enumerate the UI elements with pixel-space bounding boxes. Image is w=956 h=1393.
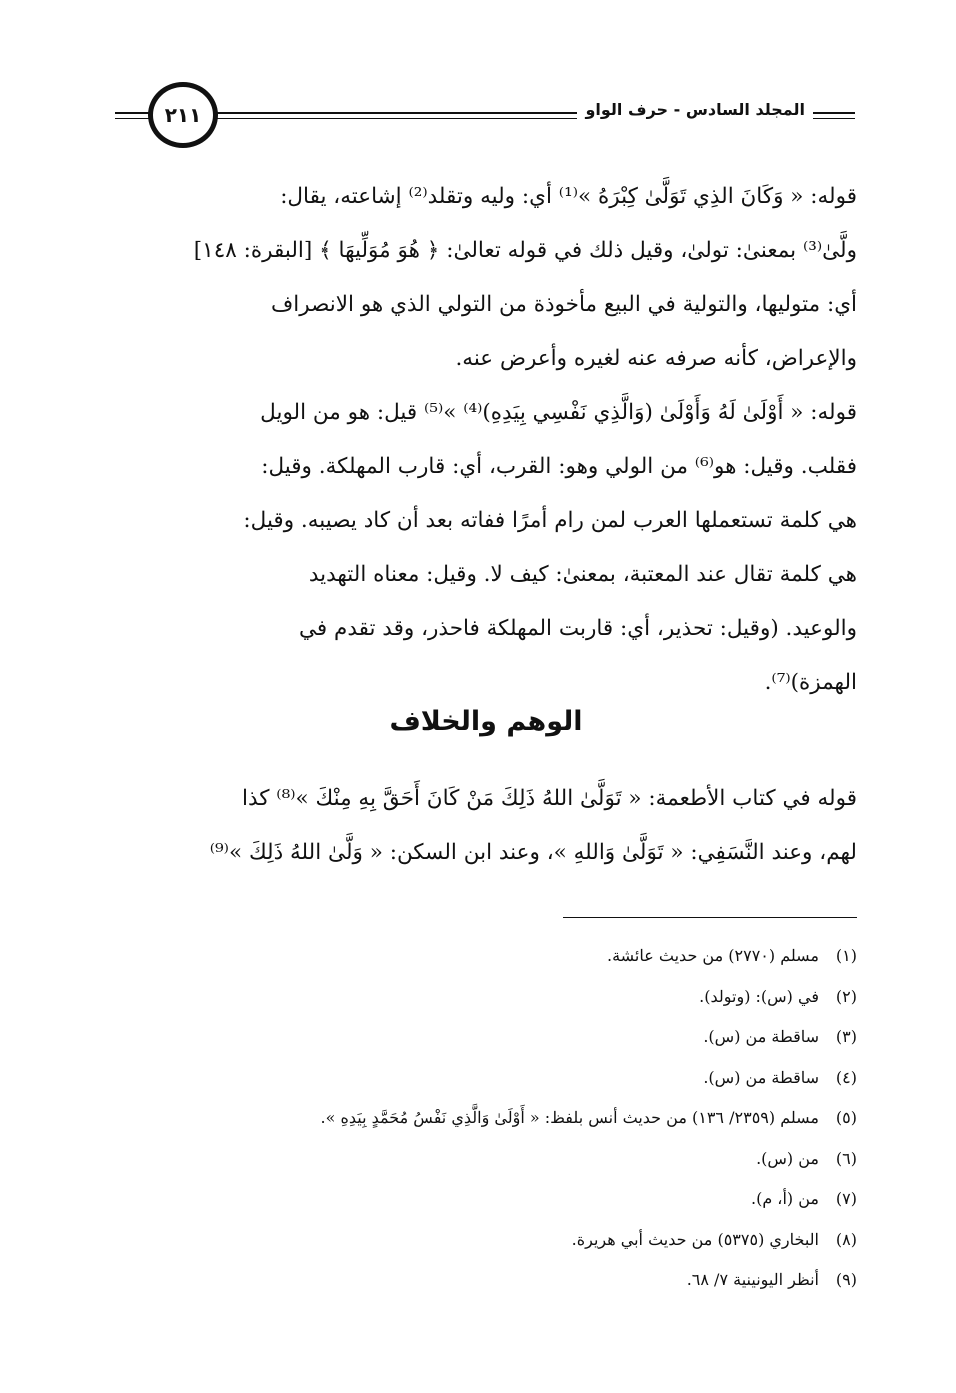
text-line: قوله: « وَكَانَ الذِي تَوَلَّىٰ كِبْرَهُ »⁽¹⁾ أي: وليه وتقلد⁽²⁾ إشاعته، يقال: [280, 184, 857, 209]
footnote-text: مسلم (٢٧٧٠) من حديث عائشة. [606, 946, 819, 965]
text-line: لهم، وعند النَّسَفِي: « تَوَلَّىٰ وَاللهِ »، وعند ابن السكن: « وَلَّىٰ اللهُ ذَلِكَ »⁽⁹⁾ [209, 840, 857, 865]
footnote-number: (٩) [835, 1270, 857, 1289]
text-line: هي كلمة تستعملها العرب لمن رام أمرًا ففاته بعد أن كاد يصيبه. وقيل: [243, 508, 857, 533]
footnote-item [115, 1220, 857, 1261]
page-number: ٢١١ [148, 82, 218, 148]
footnote-text: مسلم (٢٣٥٩/ ١٣٦) من حديث أنس بلفظ: « أَوْلَىٰ وَالَّذِي نَفْسُ مُحَمَّدٍ بِيَدِهِ ». [320, 1108, 819, 1127]
footnote-item [115, 1260, 857, 1301]
footnote-number: (٦) [835, 1148, 857, 1168]
footnote-item [115, 1098, 857, 1139]
footnote-item [115, 936, 857, 977]
footnote-separator [563, 917, 857, 918]
footnote-item [115, 1179, 857, 1220]
text-line: قوله: « أَوْلَىٰ لَهُ وَأَوْلَىٰ (وَالَّذِي نَفْسِي بِيَدِهِ)⁽⁴⁾ »⁽⁵⁾ قيل: هو من الويل [260, 400, 857, 425]
footnote-item [115, 1017, 857, 1058]
footnote-text: من (س). [756, 1148, 819, 1168]
footnote-number: (٧) [835, 1189, 857, 1208]
text-line: هي كلمة تقال عند المعتبة، بمعنىٰ: كيف لا. وقيل: معناه التهديد [308, 562, 857, 587]
footnote-number: (٣) [835, 1027, 857, 1046]
footnote-text: في (س): (وتولد). [699, 986, 819, 1006]
running-head: المجلد السادس - حرف الواو [577, 100, 813, 119]
text-line: والإعراض، كأنه صرفه عنه لغيره وأعرض عنه. [455, 346, 857, 371]
footnote-text: من (أ، م). [750, 1189, 819, 1208]
text-line: ولَّىٰ⁽³⁾ بمعنىٰ: تولىٰ، وقيل ذلك في قوله تعالىٰ: ﴿ هُوَ مُوَلِّيهَا ﴾ [البقرة: ١٤٨] [193, 238, 857, 263]
footnote-text: ساقطة من (س). [703, 1027, 819, 1046]
footnote-item [115, 1058, 857, 1099]
footnote-number: (٤) [835, 1067, 857, 1087]
section-text [115, 772, 857, 880]
footnote-text: البخاري (٥٣٧٥) من حديث أبي هريرة. [571, 1229, 819, 1249]
footnote-number: (٢) [835, 986, 857, 1006]
section-heading: الوهم والخلاف [389, 706, 583, 737]
footnote-text: ساقطة من (س). [703, 1067, 819, 1087]
main-text [115, 170, 857, 710]
footnote-number: (٥) [835, 1108, 857, 1127]
footnote-text: أنظر اليونينية ٧/ ٦٨. [686, 1270, 819, 1289]
text-line: قوله في كتاب الأطعمة: « تَوَلَّىٰ اللهُ ذَلِكَ مَنْ كَانَ أَحَقَّ بِهِ مِنْكَ »⁽⁸⁾ كذا [241, 786, 857, 811]
text-line: فقلب. وقيل: هو⁽⁶⁾ من الولي وهو: القرب، أي: قارب المهلكة. وقيل: [261, 454, 857, 479]
footnotes-list [115, 936, 857, 1301]
text-line: الهمزة)⁽⁷⁾. [764, 670, 857, 695]
text-line: والوعيد. (وقيل: تحذير، أي: قاربت المهلكة فاحذر، وقد تقدم في [298, 616, 857, 641]
footnote-item [115, 1139, 857, 1180]
text-line: أي: متوليها، والتولية في البيع مأخوذة من التولي الذي هو الانصراف [271, 292, 857, 317]
footnote-number: (٨) [835, 1229, 857, 1249]
paragraph-1 [115, 170, 857, 386]
paragraph-2 [115, 386, 857, 710]
page-header [115, 82, 855, 152]
footnote-item [115, 977, 857, 1018]
footnote-number: (١) [835, 946, 857, 965]
